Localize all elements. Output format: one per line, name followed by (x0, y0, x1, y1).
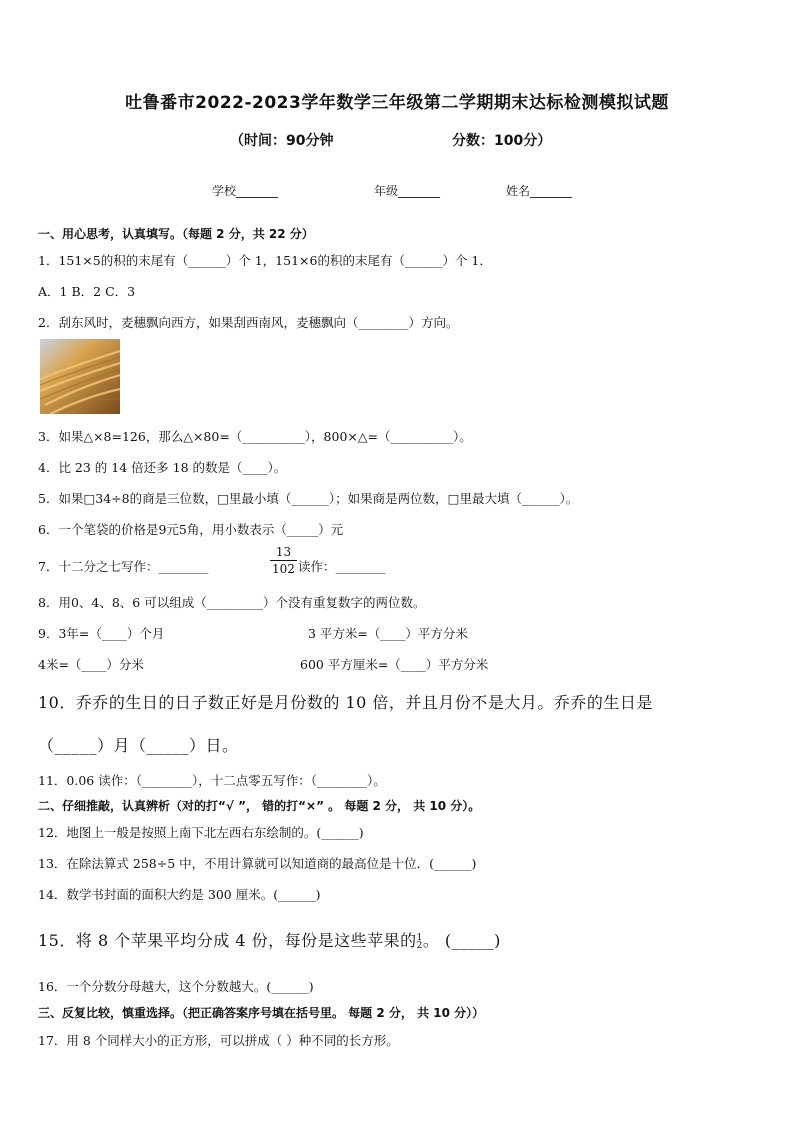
question-7-part-a: 7．十二分之七写作：________ (38, 559, 209, 574)
question-3: 3．如果△×8=126，那么△×80=（__________），800×△=（__________）。 (38, 429, 472, 444)
question-9-part-d: 600 平方厘米=（____）平方分米 (300, 657, 489, 672)
question-9-part-c: 4米=（____）分米 (38, 657, 144, 672)
question-9-part-a: 9．3年=（____）个月 (38, 626, 165, 641)
question-9-part-b: 3 平方米=（____）平方分米 (308, 626, 468, 641)
question-10-line-1: 10．乔乔的生日的日子数正好是月份数的 10 倍，并且月份不是大月。乔乔的生日是 (38, 693, 653, 712)
question-1-options: A．1 B．2 C．3 (38, 284, 136, 299)
fraction-13-102 (270, 544, 297, 577)
grade-field[interactable]: 年级_______ (374, 184, 441, 198)
wheat-image (40, 339, 120, 414)
question-6: 6．一个笔袋的价格是9元5角，用小数表示（_____）元 (38, 522, 344, 537)
question-14: 14．数学书封面的面积大约是 300 厘米。(______) (38, 887, 321, 902)
school-field[interactable]: 学校_______ (212, 184, 279, 198)
question-15-text: 15．将 8 个苹果平均分成 4 份，每份是这些苹果的 (38, 931, 417, 950)
section-1-heading: 一、用心思考，认真填写。（每题 2 分，共 22 分） (38, 227, 314, 241)
name-field[interactable]: 姓名_______ (506, 184, 573, 198)
question-17: 17．用 8 个同样大小的正方形，可以拼成（ ）种不同的长方形。 (38, 1033, 399, 1048)
section-3-heading: 三、反复比较，慎重选择。（把正确答案序号填在括号里。 每题 2 分， 共 10 分）） (38, 1006, 485, 1020)
section-2-heading: 二、仔细推敲，认真辨析（对的打“√ ”， 错的打“×” 。 每题 2 分， 共 10 分）。 (38, 799, 481, 813)
question-5: 5．如果□34÷8的商是三位数，□里最小填（______）；如果商是两位数，□里最大填（______）。 (38, 491, 579, 506)
question-15-blank: 。 (_____) (422, 931, 501, 950)
time-label: （时间：90分钟 (230, 133, 334, 149)
question-7-part-b: 读作：________ (298, 559, 386, 574)
question-8: 8．用0、4、8、6 可以组成（_________）个没有重复数字的两位数。 (38, 595, 426, 610)
question-13: 13．在除法算式 258÷5 中，不用计算就可以知道商的最高位是十位．(______) (38, 856, 477, 871)
fraction-denominator: 2 (416, 940, 423, 951)
question-10-line-2: （_____）月（_____）日。 (38, 736, 239, 755)
question-16: 16．一个分数分母越大，这个分数越大。(______) (38, 979, 314, 994)
fraction-numerator: 1 (416, 932, 423, 943)
page-title: 吐鲁番市2022-2023学年数学三年级第二学期期末达标检测模拟试题 (125, 93, 669, 113)
question-15 (38, 928, 501, 951)
question-12: 12．地图上一般是按照上南下北左西右东绘制的。(______) (38, 825, 364, 840)
question-4: 4．比 23 的 14 倍还多 18 的数是（____）。 (38, 460, 287, 475)
fraction-numerator: 13 (270, 544, 297, 561)
question-2: 2．刮东风时，麦穗飘向西方，如果刮西南风，麦穗飘向（________）方向。 (38, 315, 459, 330)
question-11: 11．0.06 读作：（________），十二点零五写作：（________）。 (38, 773, 386, 788)
fraction-denominator: 102 (272, 562, 295, 576)
question-1: 1．151×5的积的末尾有（______）个 1，151×6的积的末尾有（______）个 1． (38, 253, 492, 268)
score-label: 分数：100分） (452, 133, 552, 149)
